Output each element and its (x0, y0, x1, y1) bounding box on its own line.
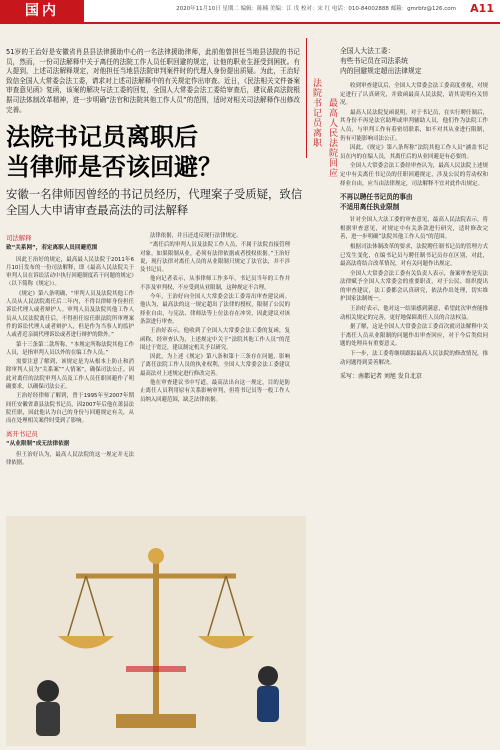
paragraph: 下一步，法工委将继续跟踪最高人民法院的修改情况，推动问题得到妥善解决。 (340, 351, 488, 366)
paragraph: “离任后的审判人员及法院工作人员，不属于法院直接管理对象，如果限制从业，必须有法律依据或者授权依据。”王治好说，现行法律对离任人员的从业限制只规定了法官法，并不涉及书记员。 (140, 242, 290, 274)
sidebar-heading-line: 全国人大法工委： (340, 47, 395, 55)
paragraph: 根据司法体制改革的要求，法院聘任制书记员的管理方式已发生变化，在编书记员与聘任制书记员存在区别，对此，最高法将结合改革情况，对有关问题作出规定。 (340, 243, 488, 268)
paragraph: 收到审查建议后，全国人大常委会法工委高度重视，对规定进行了认真研究，并致函最高人民法院，请其说明有关情况。 (340, 83, 488, 107)
illustration (6, 516, 306, 746)
headline-line-2: 当律师是否该回避？ (6, 152, 222, 181)
paragraph: 据了解，这是全国人大常委会法工委首次就司法解释中关于离任人员从业限制的问题作出审查回应，对于今后类似问题的处理具有重要意义。 (340, 324, 488, 348)
column-subheading: “从业限制”成无法律依据 (6, 440, 70, 447)
paragraph: 他向记者表示，从事律师工作多年，书记员当年的工作并不涉及审判权，不应受到从业限制，这种规定不合理。 (140, 276, 290, 291)
intro-paragraph: 51岁的王治好是安徽省肖县县法律援助中心的一名法律援助律师，此前他曾担任当地县法院的书记员，然而，一份司法解释中关于离任的法院工作人员任职回避的规定，让他的职业生涯受到困扰。有人提到，上述司法解释规定，对他担任当地县法院审判案件时的代理人身份提出质疑。为此，王治好致信全国人大常委会法工委，请求对上述司法解释中的有关规定作出审查。近日，《民法相关文件备案审查意见函》复函，该案的解决与法工委的回复，全国人大常委会法工委给审查后，建议最高法院根据司法体制改革精神，进一步明确“法官和法院其他工作人员”的范围，适时对相关司法解释作出修改完善。 (6, 48, 300, 114)
paragraph: 针对全国人大法工委的审查意见，最高人民法院表示，将根据审查意见，对规定中有关条款进行研究，适时修改完善，进一步明确“法院其他工作人员”的范围。 (340, 217, 488, 241)
column-subheading: 致“关系网”，若定离职人员回避范围 (6, 245, 98, 252)
page-meta: 2020年11月10日 星期二 编辑：陈楠 美编：江 戊 校对：宋 红 电话：010-84002888 邮箱：gmrbfz@126.com (176, 6, 456, 12)
byline: 采写：南都记者 刘旭 发自北京 (340, 373, 422, 381)
subheadline: 安徽一名律师因曾经的书记员经历，代理案子受质疑，致信全国人大申请审查最高法的司法解释 (6, 187, 303, 217)
sidebar-subheading: 不再以聘任书记员的事由 不适用离任执业限制 (340, 193, 413, 212)
paragraph: 今年，王治好向全国人大常委会法工委寄出审查建议函。他认为，最高法的这一规定超出了法律的授权，限制了公民的择业自由，与宪法、律师法等上位法存在冲突，因此建议对该条款进行审查。 (140, 294, 290, 325)
sidebar-heading-line: 有些书记员在司法系统 (340, 57, 408, 65)
divider (306, 38, 307, 158)
vertical-caption-left: 法院书记员离职 (311, 78, 321, 148)
headline (6, 122, 306, 182)
page-header (0, 0, 500, 24)
paragraph: 全国人大常委会法工委经审查认为，最高人民法院上述规定中有关离任书记员的任职回避规定，涉及公民的劳动权和择业自由，应当由法律规定，司法解释不宜对此作出规定。 (340, 163, 488, 187)
paragraph: 因此，为上述《规定》第八条和第十三条存在问题，影响了离任法院工作人员的执业权利，全国人大常委会法工委建议最高法对上述规定进行修改完善。 (140, 354, 290, 377)
article-column-1 (6, 234, 134, 469)
paragraph: 王治好表示，他对这一结果感到满意，希望此次审查能推动相关规定的完善，更好地保障离任人员的合法权益。 (340, 306, 488, 321)
sidebar-article (340, 46, 488, 382)
column-heading: 离开书记员 (6, 429, 38, 438)
paragraph: 需要注意了解到，该规定是为从根本上防止和消除审判人员为“关系案”“人情案”，确保司法公正。因此对离任的法院审判人员及工作人员任职回避作了明确要求，以确保司法公正。 (6, 359, 134, 391)
page-number: A11 (470, 2, 494, 15)
article-column-2 (140, 232, 290, 405)
paragraph: 王治好表示，他收到了全国人大常委会法工委的复函，复函称，经审查认为，上述规定中关于“法院其他工作人员”的范围过于宽泛，建议制定机关予以研究。 (140, 328, 290, 351)
section-label: 国内 (0, 0, 84, 22)
paragraph: 因此王治好的规定，最高最人民法院于2011年6月10日发布的一份司法解释，即《最高人民法院关于审判人员在诉讼活动中执行回避制度若干问题的规定》（以下简称《规定》）。 (6, 256, 134, 288)
headline-line-1: 法院书记员离职后 (6, 122, 198, 151)
paragraph: 《规定》第八条明确，“审判人员及法院其他工作人员从人民法院离任后二年内，不得以律师身份担任诉讼代理人或者辩护人。审判人员及法院其他工作人员从人民法院离任后，不得担任原任职法院所审理案件的诉讼代理人或者辩护人，但是作为当事人的监护人或者近亲属代理诉讼或者进行辩护的除外。” (6, 290, 134, 339)
scales-of-justice-illustration (6, 516, 306, 746)
vertical-caption-right: 最高人民法院回应 (327, 98, 337, 178)
column-heading: 司法解释 (6, 234, 32, 242)
sidebar-heading (340, 46, 488, 76)
paragraph: 全国人大常委会法工委有关负责人表示，备案审查是宪法法律赋予全国人大常委会的重要职责，对于公民、组织提出的审查建议，法工委都会认真研究，依法作出处理，切实维护国家法制统一。 (340, 270, 488, 303)
paragraph: 王治好经律师了解到，曾于1995年至2007年期间任安徽省萧县法院书记员，因2007年后他在萧县法院任职，因此他认为自己的身份与回避规定有关，从而在处理相关案件时受到了影响。 (6, 393, 134, 425)
paragraph: 法律依据，并且还违反现行法律规定。 (150, 233, 242, 239)
paragraph: 但王治好认为，最高人民法院的这一规定并无法律依据。 (6, 452, 134, 467)
paragraph: 第十三条第二款所称，“本规定所称法院其他工作人员，是指审判人员以外的在编工作人员。” (6, 341, 134, 356)
paragraph: 因此，《规定》第八条所称“法院其他工作人员”涵盖书记员在内的在编人员，其离任后的从业回避是有必要的。 (340, 145, 488, 160)
paragraph: 最高人民法院复函说明，对于书记员，在实行聘任制后，其身份不再是法官助理或审判辅助人员，他们作为法院工作人员，与审判工作有着密切联系，如不对其从业进行限制，仍有可能影响司法公正。 (340, 109, 488, 142)
paragraph: 他在审查建议书中写道，最高法出台这一规定，目的是防止离任人员利用原有关系影响审判，但将书记员等一般工作人员纳入回避范围，缺乏法律依据。 (140, 380, 290, 403)
sidebar-heading-line: 内的回避规定超出法律规定 (340, 67, 422, 75)
